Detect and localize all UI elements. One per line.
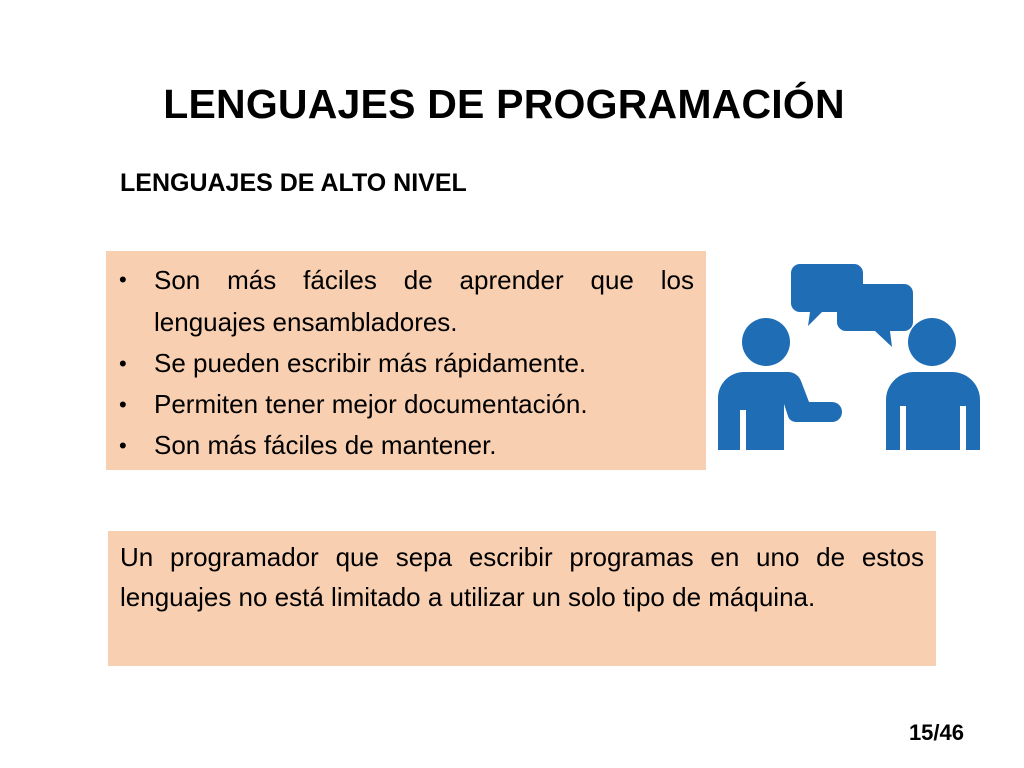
bullet-icon: • bbox=[119, 267, 127, 292]
two-people-conversation-icon bbox=[706, 262, 992, 452]
bullet-icon: • bbox=[119, 392, 127, 417]
person-left-head-icon bbox=[742, 318, 790, 366]
bullet-icon: • bbox=[119, 433, 127, 458]
person-right-body-icon bbox=[886, 372, 980, 450]
page-number: 15/46 bbox=[908, 720, 964, 745]
list-item-text: Se pueden escribir más rápidamente. bbox=[154, 348, 587, 378]
list-item bbox=[116, 425, 694, 466]
list-item-text: Son más fáciles de mantener. bbox=[154, 430, 497, 460]
list-item bbox=[116, 259, 694, 343]
list-item-text: Permiten tener mejor documentación. bbox=[154, 389, 588, 419]
advantages-list bbox=[116, 259, 694, 466]
note-box: Un programador que sepa escribir programas en uno de estos lenguajes no está limitado a utilizar un solo tipo de máquina. bbox=[108, 531, 936, 666]
list-item bbox=[116, 343, 694, 384]
list-item-text: Son más fáciles de aprender que los lenguajes ensambladores. bbox=[154, 265, 694, 337]
advantages-box bbox=[106, 251, 706, 470]
speech-bubble-right-icon bbox=[837, 284, 913, 347]
slide-title: LENGUAJES DE PROGRAMACIÓN bbox=[163, 81, 845, 127]
person-left-body-icon bbox=[718, 372, 842, 450]
bullet-icon: • bbox=[119, 351, 127, 376]
slide-subtitle: LENGUAJES DE ALTO NIVEL bbox=[120, 169, 467, 197]
person-right-head-icon bbox=[908, 318, 956, 366]
list-item bbox=[116, 384, 694, 425]
